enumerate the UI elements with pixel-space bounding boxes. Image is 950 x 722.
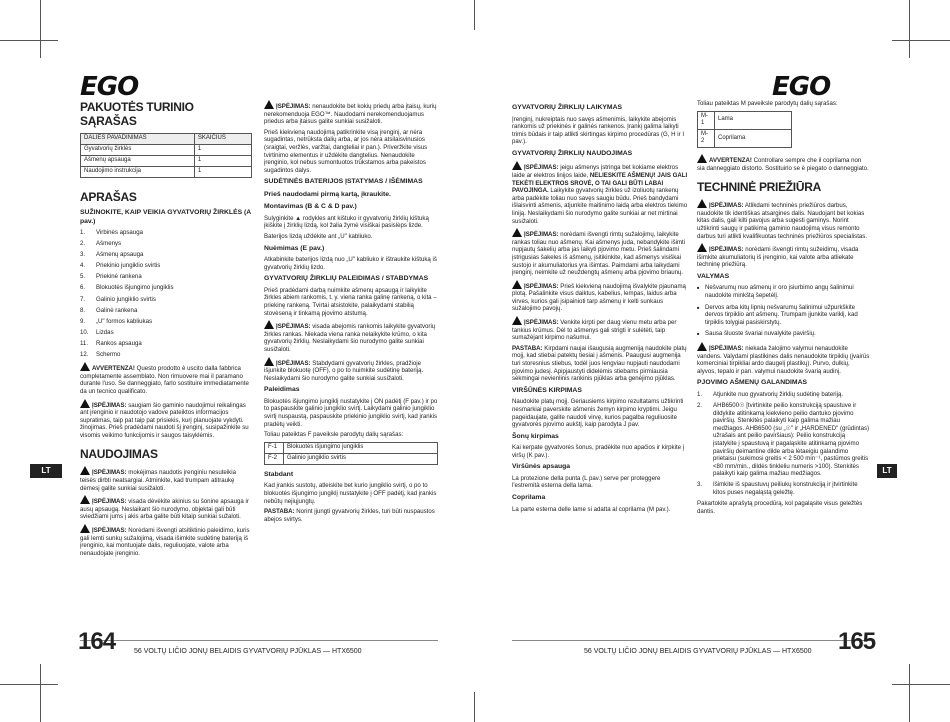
left-column-2 [264, 100, 438, 526]
warning-parts: ĮSPĖJIMAS: Atlikdami techninės priežiūros darbus, naudokite tik identiškas atsargines dalis. Naudojant bet kokias kitas dalis, gali kilti pavojus arba sugesti gaminys. Norint užtikrinti saugų ir patikimą gaminio naudojimą visus remonto darbus turi atlikti kvalifikuotas techninės priežiūros specialistas. [697, 199, 870, 240]
warning-icon [80, 466, 90, 475]
warning-clear-area: ĮSPĖJIMAS: Prieš kiekvieną naudojimą išvalykite pjaunamą plotą. Pašalinkite visus daiktus, kabelius, lempas, laidus arba virves, kurios gali įsipainioti tarp ašmenų ir kelti sunkaus sužalojimo pavojų. [512, 280, 688, 313]
table-row: Gyvatvorių žirklės 1 [81, 145, 252, 156]
start-text: Prieš pradėdami darbą nuimkite ašmenų apsaugą ir laikykite žirkles abiem rankomis, t. y. viena ranka galinę rankeną, o kita – priekinę rankeną. Tvirtai atsistokite, palaikydami stabilią stovėseną ir tinkamą pjovimo atstumą. [264, 286, 437, 317]
warning-icon [512, 228, 522, 237]
list-item: ■ Dervos arba kitų lipnių nešvarumų šalinimui užpurkškite dervos tirpiklio ant ašmenų. Trumpam įjunkite variklį, kad tirpiklis tolygiai pasiskirstytų. [697, 304, 870, 327]
start-heading: GYVATVORIŲ ŽIRKLIŲ PALEIDIMAS / STABDYMAS [264, 275, 429, 283]
tip-guard-heading: Viršūnės apsauga [512, 463, 571, 471]
footer-text-left: 56 VOLTŲ LIČIO JONŲ BELAIDIS GYVATVORIŲ PJŪKLAS — HTX6500 [134, 648, 362, 655]
warning-icon [264, 357, 274, 366]
warning-icon [697, 199, 707, 208]
warning-icon [697, 342, 707, 351]
sharpening-list [697, 391, 870, 497]
right-column-2 [697, 100, 870, 518]
note-paragraph: PASTABA: Kirpdami naujai išaugusią augmeniją naudokite platų mojį, kad stiebai patektų tiesiai į ašmenis. Paaugusi augmenija turi storesnius stiebus, todėl juos lengviau nupjauti naudodami pjovimo judesį. Apipjaustyti didelėmis stiebams pirmiausia sėkmingai nevienlinis rankinis pjūklas arba genėjimo pjūklas. [512, 344, 687, 383]
warning-icon [80, 362, 90, 371]
crop-mark [909, 664, 910, 722]
warning-accessories: ĮSPĖJIMAS: nenaudokite bet kokių priedų arba įtaisų, kurių nerekomenduoja EGO™. Naudodami nerekomenduojamus priedus arba įtaisus galite sunkiai susižaloti. [264, 100, 438, 126]
mount-heading: Montavimas (B & C & D pav.) [264, 203, 357, 211]
page-number-left: 164 [78, 628, 116, 655]
usage-title: NAUDOJIMAS [80, 447, 158, 462]
footer-right [512, 628, 876, 658]
list-item: 7. Galinio jungiklio svirtis [80, 295, 156, 303]
contents-title: PAKUOTĖS TURINIO SĄRAŠAS [80, 100, 194, 128]
warning-icon [80, 524, 90, 533]
warning-icon [80, 495, 90, 504]
list-item: 4. Priekinio jungiklio svirtis [80, 262, 161, 270]
warning-icon [512, 161, 522, 170]
warning-coprilama: AVVERTENZA! Controllare sempre che il coprilama non sia danneggiato distorto. Sostituirlo se è piegato o danneggiato. [697, 154, 870, 172]
battery-charge-note: Prieš naudodami pirmą kartą, įkraukite. [264, 190, 391, 198]
warning-icon [264, 320, 274, 329]
warning-icon [512, 280, 522, 289]
shield-heading: Coprilama [512, 494, 546, 502]
table-row: M-1 Lama [698, 111, 792, 129]
top-cut-heading: VIRŠŪNĖS KIRPIMAS [512, 386, 582, 394]
list-item: 10. Lizdas [80, 328, 114, 336]
sharpening-heading: PJOVIMO AŠMENŲ GALANDIMAS [697, 379, 808, 387]
table-row: F-1 Blokuotės išjungimo jungiklis [265, 442, 438, 453]
list-item: 3. Išimkite iš spaustuvų peiliukų konstrukciją ir įtvirtinkite kitos puses negaląstą geležtę. [697, 481, 858, 496]
list-item: 8. Galinė rankena [80, 306, 138, 314]
list-item: 3. Ašmenų apsauga [80, 251, 144, 259]
final-text: Pakartokite aprašytą procedūrą, kol pagaląsite visus geležtės dantis. [697, 500, 863, 515]
table-row: M-2 Coprilama [698, 129, 792, 147]
warning-2: ĮSPĖJIMAS: mokėjimas naudotis įrenginiu nesuteikia teisės dirbti neatsargiai. Atminkite, kad trumpam atitraukę dėmesį galite sunkiai susižaloti. [80, 466, 252, 492]
launch-heading: Paleidimas [264, 386, 300, 394]
warning-icon [512, 316, 522, 325]
right-column-1 [512, 100, 688, 516]
f-parts-table [264, 442, 438, 465]
warning-icon [697, 243, 707, 252]
table-row: Ašmenų apsauga 1 [81, 156, 252, 167]
crop-mark [909, 0, 910, 58]
stop-note: PASTABA: Norint įjungti gyvatvorių žirkles, turi būti nuspaustos abejos svirtys. [264, 508, 435, 523]
description-subtitle: SUŽINOKITE, KAIP VEIKIA GYVATVORIŲ ŽIRKLĖS (A pav.) [80, 209, 251, 225]
crop-mark [40, 664, 41, 722]
launch-text: Blokuotės išjungimo jungiklį nustatykite į ON padėtį (F pav.) ir po to paspauskite galinio jungiklio svirtį. Laikydami galinio jungiklio svirtį nuspaustą, paspauskite priekinio jungiklio svirtį, kad įrankis pradėtų veikti. [264, 397, 438, 428]
battery-heading: SUDĖTINĖS BATERIJOS ĮSTATYMAS / IŠĖMIMAS [264, 178, 423, 186]
list-item: 1. Atjunkite nuo gyvatvorių žirklių sudėtinę bateriją. [697, 390, 844, 398]
table-row: Naudojimo instrukcija 1 [81, 167, 252, 178]
stop-heading: Stabdant [264, 470, 294, 478]
m-parts-table [697, 111, 792, 148]
crop-mark [474, 692, 475, 722]
warning-3: ĮSPĖJIMAS: visada dėvėkite akinius su šonine apsauga ir ausų apsaugą. Neslaikant šio nurodymo, objektai gali būti sviedžiami jums į akis arba galite būti kitaip sunkiai sužaloti. [80, 495, 252, 521]
warning-stop: ĮSPĖJIMAS: Stabdydami gyvatvorių žirkles, pradžioje išjunkite blokuotę (OFF), o po to nuimkite sudėtinę bateriją. Neslaikydami šio nurodymo galite sunkiai susižaloti. [264, 357, 438, 383]
table-header: DALIES PAVADINIMAS [81, 134, 195, 145]
warning-water: ĮSPĖJIMAS: niekada žalojimo valymui nenaudokite vandens. Valydami plastikines dalis nenaudokite tirpiklių (įvairūs komerciniai tirpikliai ardo daugelį plastikų). Purvo, dulkių, alyvos, tepalo ir pan. valymui naudokite švarią audinį. [697, 342, 870, 375]
language-tab-left: LT [30, 464, 62, 478]
m-table-intro: Toliau pateiktas M paveiksle parodytų dalių sąrašas: [697, 100, 838, 107]
mount-text-2: Baterijos lizdą uždėkite ant „U" kabliuko. [264, 233, 373, 241]
warning-battery: ĮSPĖJIMAS: norėdami išvengti rimtų sužeidimų, visada išimkite akumuliatorių iš įrenginio, kai valote arba atliekate techninę priežiūrą. [697, 243, 870, 269]
warning-4: ĮSPĖJIMAS: Norėdami išvengti atsitiktinio paleidimo, kuris gali lemti sunkų sužalojimą, visada išimkite sudėtinę bateriją iš įrenginio, kai montuojate dalis, reguliuojate, valote arba nenaudojate įrenginio. [80, 524, 252, 557]
list-item: 11. Rankos apsauga [80, 339, 142, 347]
list-item: 9. „U" formos kabliukas [80, 317, 153, 325]
side-cut-heading: Šonų kirpimas [512, 432, 559, 440]
list-item: 5. Priekinė rankena [80, 273, 142, 281]
list-item: ■ Nešvarumų nuo ašmenų ir oro įsiurbimo angų šalinimui naudokite minkštą šepetėlį. [697, 284, 870, 299]
list-item: 6. Blokuotės išjungimo jungiklis [80, 284, 174, 292]
mount-text: Sulyginkite ▲ rodykles ant kištuko ir gyvatvorių žirklių kištuką įkiškite į žirklių lizdą, kol žalia žymė visiškai pasislėps lizde. [264, 214, 429, 230]
top-cut-text: Naudokite platų mojį. Geriausiems kirpimo rezultatams užtikrinti nesmarkiai paverskite ašmenis žemyn kirpimo kryptimi. Jeigu pageidaujate, galite naudoti virvę, kurios pagalba reguliuosite gyvatvorės pjovimo aukštį, kaip parodyta J pav. [512, 398, 684, 429]
page-number-right: 165 [838, 628, 876, 655]
warning-icon [80, 399, 90, 408]
ego-logo-left: EGO [80, 72, 139, 102]
hold-text: Įrenginį, nukreiptais nuo savęs ašmenimis, laikykite abejomis rankomis už priekinės ir galinės rankenos. Įrankį galima laikyti trimis būdais ir taip atlikti skirtingas kirpimo procedūras (G, H ir I pav.). [512, 115, 685, 146]
list-item: 2. AHB6500☉ [tvirtinkite peilio konstrukciją spaustuve ir dildykite atitinkamą kiekvieno peilio dantuko pjovimo paviršių. Stenkitės palaikyti kaip galima mažiau medžiagos. AHB6500 (su „☉" ir „HARDENED" (grūdintas) užrašais ant peilio paviršiaus): Peilio konstrukciją įstatykite į spaustuvą ir pagaląskite atitinkamą pjovimo paviršių deimantine dilde arba lėtaeigiu galandimo prietaisu (sukimosi greitis < 2 500 min⁻¹, pastūmos greitis <80 mm/min., dildės tinkleliu numeris >100). Stenkitės palaikyti kaip galima mažiau medžiagos. [697, 401, 870, 478]
footer-left [78, 628, 438, 658]
list-item: 12. Schermo [80, 351, 121, 359]
crop-mark [40, 0, 41, 58]
hold-heading: GYVATVORIŲ ŽIRKLIŲ LAIKYMAS [512, 104, 623, 111]
cleaning-heading: VALYMAS [697, 272, 730, 280]
list-item: ■ Sausa šluoste švariai nuvalykite paviršių. [697, 330, 870, 338]
shield-text: La parte esterna delle lame si adatta al coprilama (M pav.). [512, 505, 671, 513]
footer-text-right: 56 VOLTŲ LIČIO JONŲ BELAIDIS GYVATVORIŲ PJŪKLAS — HTX6500 [584, 648, 812, 655]
warning-electric: ĮSPĖJIMAS: jeigu ašmenys įstringa bet kokiame elektros laide ar elektros linijos laide, NELIESKITE AŠMENŲ! JAIS GALI TEKĖTI ELEKTROS SROVĖ, O TAI GALI BŪTI LABAI PAVOJINGA. Laikykite gyvatvorių žirkles už izoliuotų rankenų arba padėkite toliau nuo savęs saugiu būdu. Prieš bandydami išlaisvinti ašmenis, atjunkite maitinimo laidą arba elektros tiekimo liniją. Neslaikydami šio nurodymo galite sunkiai ar net mirtinai susižaloti. [512, 161, 688, 225]
crop-mark [474, 0, 475, 30]
list-item: 1. Virbinės apsauga [80, 229, 143, 236]
warning-icon [697, 154, 707, 163]
crop-mark [0, 684, 58, 685]
warning-italian: AVVERTENZA! Questo prodotto è uscito dalla fabbrica completamente assemblato. Non rimuovere mai il paramano durante l'uso. Se danneggiato, farlo sostituire immediatamente da un tecnico qualificato. [80, 362, 252, 395]
crop-mark [0, 40, 58, 41]
language-tab-right: LT [877, 464, 897, 478]
crop-mark [892, 40, 950, 41]
warning-hands: ĮSPĖJIMAS: norėdami išvengti rimtų sužalojimų, laikykite rankas toliau nuo ašmenų. Kai ašmenys juda, nebandykite išimti nupjautų šakelių arba jas laikyti pjovimo metu. Prieš šalindami įstrigusias šakeles iš ašmenų, įsitikinkite, kad ašmenys visiškai sustojo ir akumuliatorius yra išimtas. Paimdami arba laikydami įrenginį, neimkite už neuždengtų ašmenų arba pjovimo briaunų. [512, 228, 688, 277]
warning-1: ĮSPĖJIMAS: saugiam šio gaminio naudojimui reikalingas ant įrenginio ir naudotojo vadove pateiktos informacijos supratimas, taip pat taip pat prisiekis, kurį planuojate vykdyti. žinojimas. Prieš pradėdami naudoti šį įrenginį, susipažinkite su visomis veikimo funkcijomis ir saugos taisyklėmis. [80, 399, 252, 440]
ego-logo-right: EGO [772, 72, 831, 102]
table-row: F-2 Galinio jungiklio svirtis [265, 453, 438, 464]
crop-mark [892, 684, 950, 685]
table-header: SKAIČIUS [194, 134, 251, 145]
parts-list [80, 229, 252, 359]
warning-two-hands: ĮSPĖJIMAS: visada abejomis rankomis laikykite gyvatvorių žirkles rankas. Niekada viena ranka nelaikykite krūmo, o kita gyvatvorių žirklių. Neslaikydami šio nurodymo galite sunkiai susižaloti. [264, 320, 438, 353]
remove-text: Atkabinkite baterijos lizdą nuo „U" kabliuko ir ištraukite kištuką iš gyvatvorių žirklių lizdo. [264, 256, 437, 271]
cleaning-list [697, 284, 870, 338]
description-title: APRAŠAS [80, 190, 137, 204]
left-column-1 [80, 100, 252, 560]
warning-dense: ĮSPĖJIMAS: Venkite kirpti per daug vienu metu arba per tankius krūmus. Dėl to ašmenys gali strigti ir sulėtėti, taip sumažėjant kirpimo našumui. [512, 316, 688, 342]
side-cut-text: Kai kerpate gyvatvorės šonus, pradėkite nuo apačios ir kirpkite į viršų (K pav.). [512, 444, 685, 459]
list-item: 2. Ašmenys [80, 240, 122, 248]
remove-heading: Nuėmimas (E pav.) [264, 244, 325, 252]
tip-guard-text: La protezione della punta (L pav.) serve per proteggere l'estremità esterna della lama. [512, 474, 661, 490]
use-heading: GYVATVORIŲ ŽIRKLIŲ NAUDOJIMAS [512, 149, 633, 157]
inspection-paragraph: Prieš kiekvieną naudojimą patikrinkite visą įrenginį, ar nėra sugadintas, netrūksta dalių arba, ar jos nėra atsilaisvinusios (sraigtai, veržlės, varžtai, dangteliai ir pan.). Priveržkite visus tvirtinimo elementus ir uždėkite dangtelius. Nenaudokite įrenginio, kol nebus sumontuotos trūkstamos arba pakeistos sugadintos dalys. [264, 128, 428, 174]
maintenance-title: TECHNINĖ PRIEŽIŪRA [697, 180, 821, 195]
contents-table [80, 133, 252, 178]
stop-text: Kad įrankis sustotų, atleiskite bet kurio jungiklio svirtį, o po to blokuotės išjungimo jungiklį nustatykite į OFF padėtį, kad įrankis nebūtų nejiųjungtų. [264, 482, 437, 505]
warning-icon [264, 100, 274, 109]
f-table-intro: Toliau pateiktas F paveiksle parodytų dalių sąrašas: [264, 431, 404, 439]
